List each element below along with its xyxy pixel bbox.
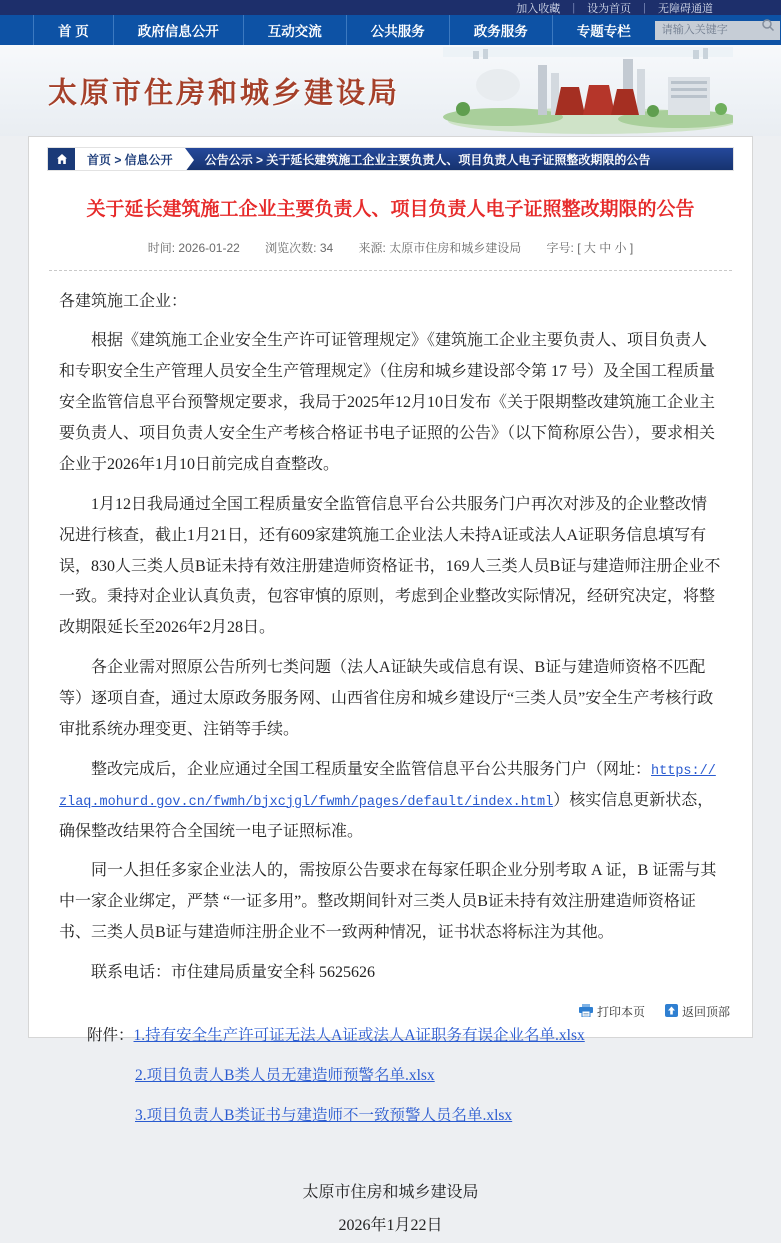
signature-org: 太原市住房和城乡建设局: [302, 1183, 479, 1201]
signature-block: [29, 1176, 752, 1243]
paragraph-4-before-link: 整改完成后，企业应通过全国工程质量安全监管信息平台公共服务门户（网址：: [91, 760, 652, 778]
nav-public-service[interactable]: 公共服务: [346, 15, 449, 45]
nav-home[interactable]: 首 页: [33, 15, 113, 45]
attachment-row: [135, 1062, 722, 1090]
search-box: [655, 15, 780, 45]
add-favorite-link[interactable]: 加入收藏: [516, 2, 561, 15]
meta-fontsize-switcher[interactable]: 字号: [ 大 中 小 ]: [546, 240, 634, 255]
paragraph-4-after-link: ）核实信息更新状态，确保整改结果符合全国统一电子证照标准。: [59, 791, 714, 840]
print-page-button[interactable]: [579, 1003, 645, 1020]
printer-icon: [579, 1004, 593, 1020]
up-arrow-icon: [665, 1004, 678, 1020]
content-card: [28, 136, 753, 1235]
attachment-link-1[interactable]: 1.持有安全生产许可证无法人A证或法人A证职务有误企业名单.xlsx: [133, 1026, 585, 1044]
cityscape-illustration: [443, 47, 733, 136]
paragraph-1: 根据《建筑施工企业安全生产许可证管理规定》《建筑施工企业主要负责人、项目负责人和专职安全生产管理人员安全生产管理规定》（住房和城乡建设部令第 17 号）及全国工程质量安全监管信息平台预警规定要求，我局于2025年12月10日发布《关于限期整改建筑施工企业主要负责人、项目负责人安全生产考核合格证书电子证照的公告》（以下简称原公告），要求相关企业于2026年1月10日前完成自查整改。: [59, 332, 716, 473]
attachments-label: 附件：: [87, 1026, 134, 1044]
nav-gov-info[interactable]: 政府信息公开: [113, 15, 243, 45]
breadcrumb-current: 公告公示 > 关于延长建筑施工企业主要负责人、项目负责人电子证照整改期限的公告: [185, 148, 733, 170]
signature-date: 2026年1月22日: [338, 1217, 443, 1235]
nav-gov-service[interactable]: 政务服务: [449, 15, 552, 45]
back-to-top-label: 返回顶部: [681, 1005, 730, 1019]
accessibility-link[interactable]: 无障碍通道: [658, 2, 713, 15]
site-title: 太原市住房和城乡建设局: [48, 77, 401, 109]
paragraph-3: 各企业需对照原公告所列七类问题（法人A证缺失或信息有误、B证与建造师资格不匹配等）逐项自查，通过太原政务服务网、山西省住房和城乡建设厅“三类人员”安全生产考核行政审批系统办理变更、注销等手续。: [59, 659, 714, 738]
attachment-row: [135, 1102, 722, 1130]
site-header-banner: [0, 45, 781, 136]
nav-interaction[interactable]: 互动交流: [243, 15, 346, 45]
home-icon[interactable]: [48, 148, 75, 170]
divider: |: [572, 1, 576, 14]
meta-views: 浏览次数: 34: [265, 240, 334, 255]
top-utility-bar: [0, 0, 781, 15]
main-navbar: [0, 15, 781, 45]
page-actions: [579, 1003, 730, 1020]
breadcrumb: [47, 147, 734, 171]
portal-url-link[interactable]: https://zlaq.mohurd.gov.cn/fwmh/bjxcjgl/fwmh/pages/default/index.html: [59, 763, 716, 810]
article-title: 关于延长建筑施工企业主要负责人、项目负责人电子证照整改期限的公告: [86, 199, 695, 220]
paragraph-4: [59, 755, 722, 848]
attachment-row: [87, 1022, 722, 1050]
paragraph-2: 1月12日我局通过全国工程质量安全监管信息平台公共服务门户再次对涉及的企业整改情况进行核查，截止1月21日，还有609家建筑施工企业法人未持A证或法人A证职务信息填写有误，830人三类人员B证未持有效注册建造师资格证书，169人三类人员B证与建造师注册企业不一致。秉持对企业认真负责，包容审慎的原则，考虑到企业整改实际情况，经研究决定，将整改期限延长至2026年2月28日。: [59, 495, 721, 637]
attachment-link-2[interactable]: 2.项目负责人B类人员无建造师预警名单.xlsx: [135, 1066, 435, 1084]
search-icon[interactable]: [761, 18, 775, 37]
paragraph-greeting: 各建筑施工企业：: [59, 292, 188, 310]
set-homepage-link[interactable]: 设为首页: [587, 2, 632, 15]
nav-special-topics[interactable]: 专题专栏: [552, 15, 655, 45]
meta-source: 来源: 太原市住房和城乡建设局: [358, 240, 522, 255]
back-to-top-button[interactable]: [665, 1003, 730, 1020]
article-meta: [29, 239, 752, 256]
divider: |: [643, 1, 646, 14]
breadcrumb-left[interactable]: 首页 > 信息公开: [75, 148, 185, 170]
paragraph-5: 同一人担任多家企业法人的，需按原公告要求在每家任职企业分别考取 A 证，B 证需与其中一家企业绑定，严禁 “一证多用”。整改期间针对三类人员B证未持有效注册建造师资格证书、三类人员B证与建造师注册企业不一致两种情况，证书状态将标注为其他。: [59, 862, 717, 942]
print-page-label: 打印本页: [596, 1005, 645, 1019]
article-body: [29, 271, 752, 989]
attachment-link-3[interactable]: 3.项目负责人B类证书与建造师不一致预警人员名单.xlsx: [135, 1106, 513, 1124]
meta-time: 时间: 2026-01-22: [147, 240, 240, 255]
paragraph-contact: 联系电话：市住建局质量安全科 5625626: [91, 964, 376, 982]
